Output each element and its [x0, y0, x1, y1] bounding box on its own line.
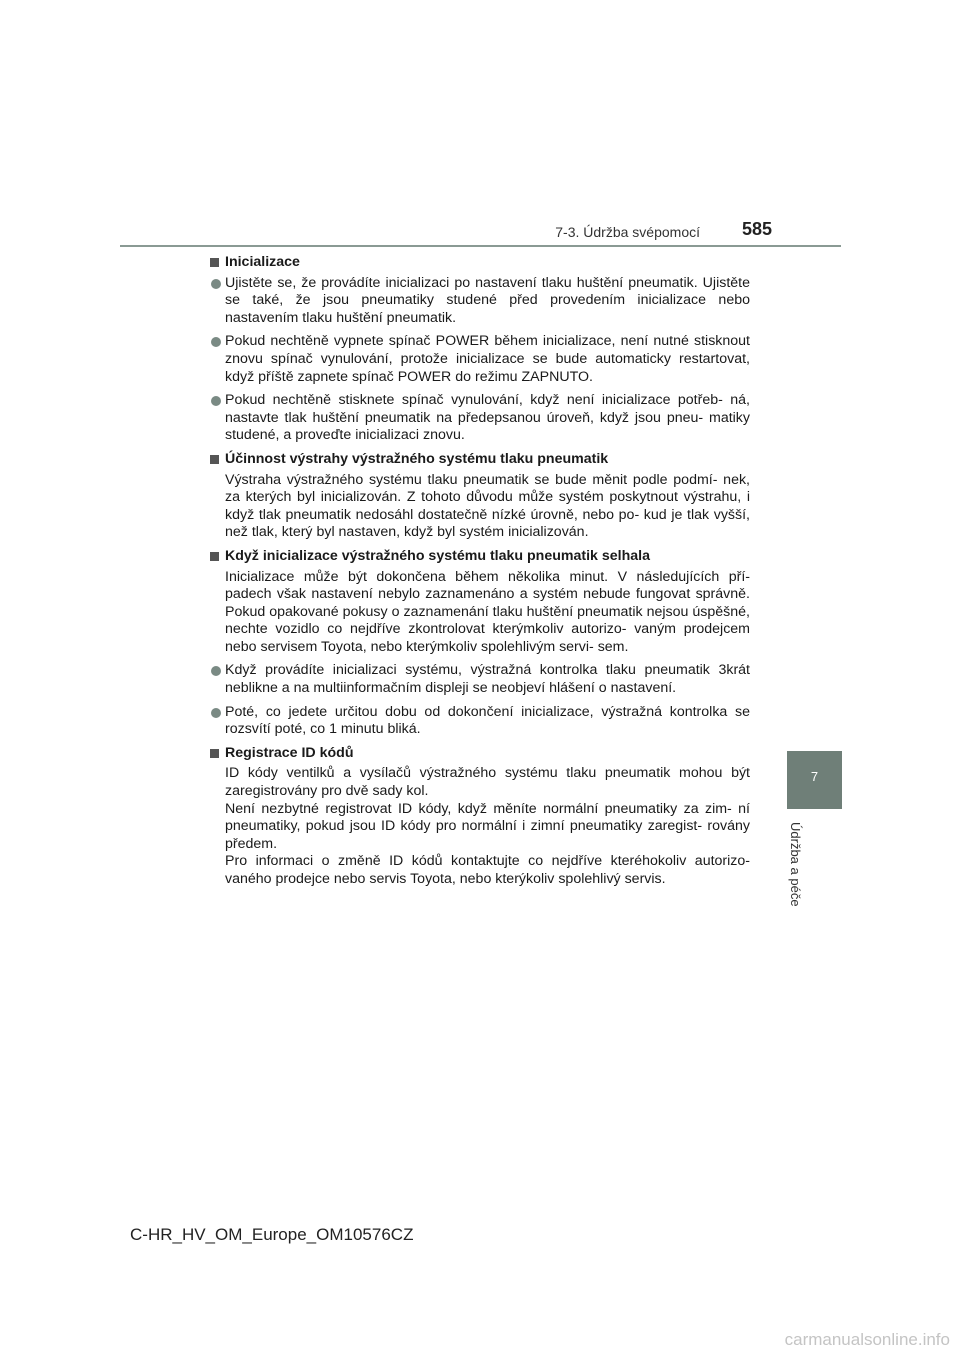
section-heading-text: Když inicializace výstražného systému tlaku pneumatik selhala — [225, 547, 651, 564]
section-title: 7-3. Údržba svépomocí — [555, 224, 700, 240]
body-paragraph: ID kódy ventilků a vysílačů výstražného systému tlaku pneumatik mohou být zaregistrovány pro dvě sady kol. — [225, 765, 750, 800]
watermark-text: carmanualsonline.info — [784, 1330, 950, 1349]
page-number: 585 — [741, 219, 772, 239]
header-divider — [120, 245, 841, 247]
body-paragraph: Není nezbytné registrovat ID kódy, když měníte normální pneumatiky za zim- ní pneumatiky, pokud jsou ID kódy pro normální i zimní pneumatiky zaregist- rovány předem. — [225, 800, 750, 852]
bullet-item — [210, 704, 750, 739]
body-paragraph: Pro informaci o změně ID kódů kontaktujte co nejdříve kteréhokoliv autorizo- vaného prodejce nebo servis Toyota, nebo kterýkoliv spolehlivý servis. — [225, 853, 750, 887]
page-header — [120, 218, 840, 246]
page-content — [210, 254, 750, 895]
section-initialization-failed — [210, 548, 750, 739]
section-heading-text: Účinnost výstrahy výstražného systému tlaku pneumatik — [225, 450, 609, 467]
body-paragraph: Výstraha výstražného systému tlaku pneumatik se bude měnit podle podmí- nek, za kterých byl inicializován. Z tohoto důvodu může systém poskytnout výstrahu, i když tlak pneumatik nedosáhl dostatečně nízké úrovně, nebo po- kud je tlak vyšší, než tlak, který byl nastaven, když byl systém inicializován. — [225, 471, 750, 541]
chapter-title: Údržba a péče — [788, 822, 803, 907]
bullet-text: Pokud nechtěně stisknete spínač vynulování, když není inicializace potřeb- ná, nastavte tlak huštění pneumatik na předepsanou úroveň, když jsou pneu- matiky studené, a proveďte inicializaci znovu. — [225, 392, 750, 444]
bullet-text: Poté, co jedete určitou dobu od dokončení inicializace, výstražná kontrolka se rozsvítí poté, co 1 minutu bliká. — [225, 703, 750, 738]
body-paragraph: Inicializace může být dokončena během několika minut. V následujících pří- padech však nastavení nebylo zaznamenáno a systém nebude fungovat správně. Pokud opakované pokusy o zaznamenání tlaku huštění pneumatik nejsou úspěšné, nechte vozidlo co nejdříve zkontrolovat kterýmkoliv autorizo- vaným prodejcem nebo servisem Toyota, nebo kterýmkoliv spolehlivým servi- sem. — [225, 568, 750, 655]
bullet-list — [210, 275, 750, 445]
section-heading — [210, 451, 750, 469]
bullet-text: Když provádíte inicializaci systému, výstražná kontrolka tlaku pneumatik 3krát neblikne a na multiinformačním displeji se neobjeví hlášení o nastavení. — [225, 662, 750, 697]
bullet-item — [210, 333, 750, 386]
section-heading — [210, 548, 750, 566]
bullet-text: Ujistěte se, že provádíte inicializaci po nastavení tlaku huštění pneumatik. Ujistěte se také, že jsou pneumatiky studené před provedením inicializace nebo nastavením tlaku huštění pneumatik. — [225, 274, 750, 326]
bullet-item — [210, 392, 750, 445]
round-bullet-icon — [211, 279, 221, 289]
round-bullet-icon — [211, 708, 221, 718]
section-id-registration — [210, 745, 750, 889]
round-bullet-icon — [211, 396, 221, 406]
round-bullet-icon — [211, 337, 221, 347]
section-body — [210, 569, 750, 657]
chapter-number: 7 — [810, 769, 819, 784]
square-bullet-icon — [210, 258, 219, 267]
round-bullet-icon — [211, 666, 221, 676]
bullet-item — [210, 662, 750, 697]
bullet-text: Pokud nechtěně vypnete spínač POWER během inicializace, není nutné stisknout znovu spínač vynulování, protože inicializace se bude automaticky restartovat, když příště zapnete spínač POWER do režimu ZAPNUTO. — [225, 333, 750, 385]
section-heading-text: Inicializace — [225, 254, 300, 270]
section-heading — [210, 254, 750, 272]
section-warning-effectiveness — [210, 451, 750, 542]
bullet-item — [210, 275, 750, 328]
section-body — [210, 472, 750, 542]
chapter-tab — [787, 751, 842, 809]
document-code: C-HR_HV_OM_Europe_OM10576CZ — [130, 1225, 414, 1244]
section-heading — [210, 745, 750, 763]
section-body — [210, 765, 750, 888]
square-bullet-icon — [210, 455, 219, 464]
section-initialization — [210, 254, 750, 445]
chapter-side-label — [788, 822, 812, 922]
section-heading-text: Registrace ID kódů — [225, 744, 354, 761]
square-bullet-icon — [210, 749, 219, 758]
bullet-list — [210, 662, 750, 738]
square-bullet-icon — [210, 552, 219, 561]
